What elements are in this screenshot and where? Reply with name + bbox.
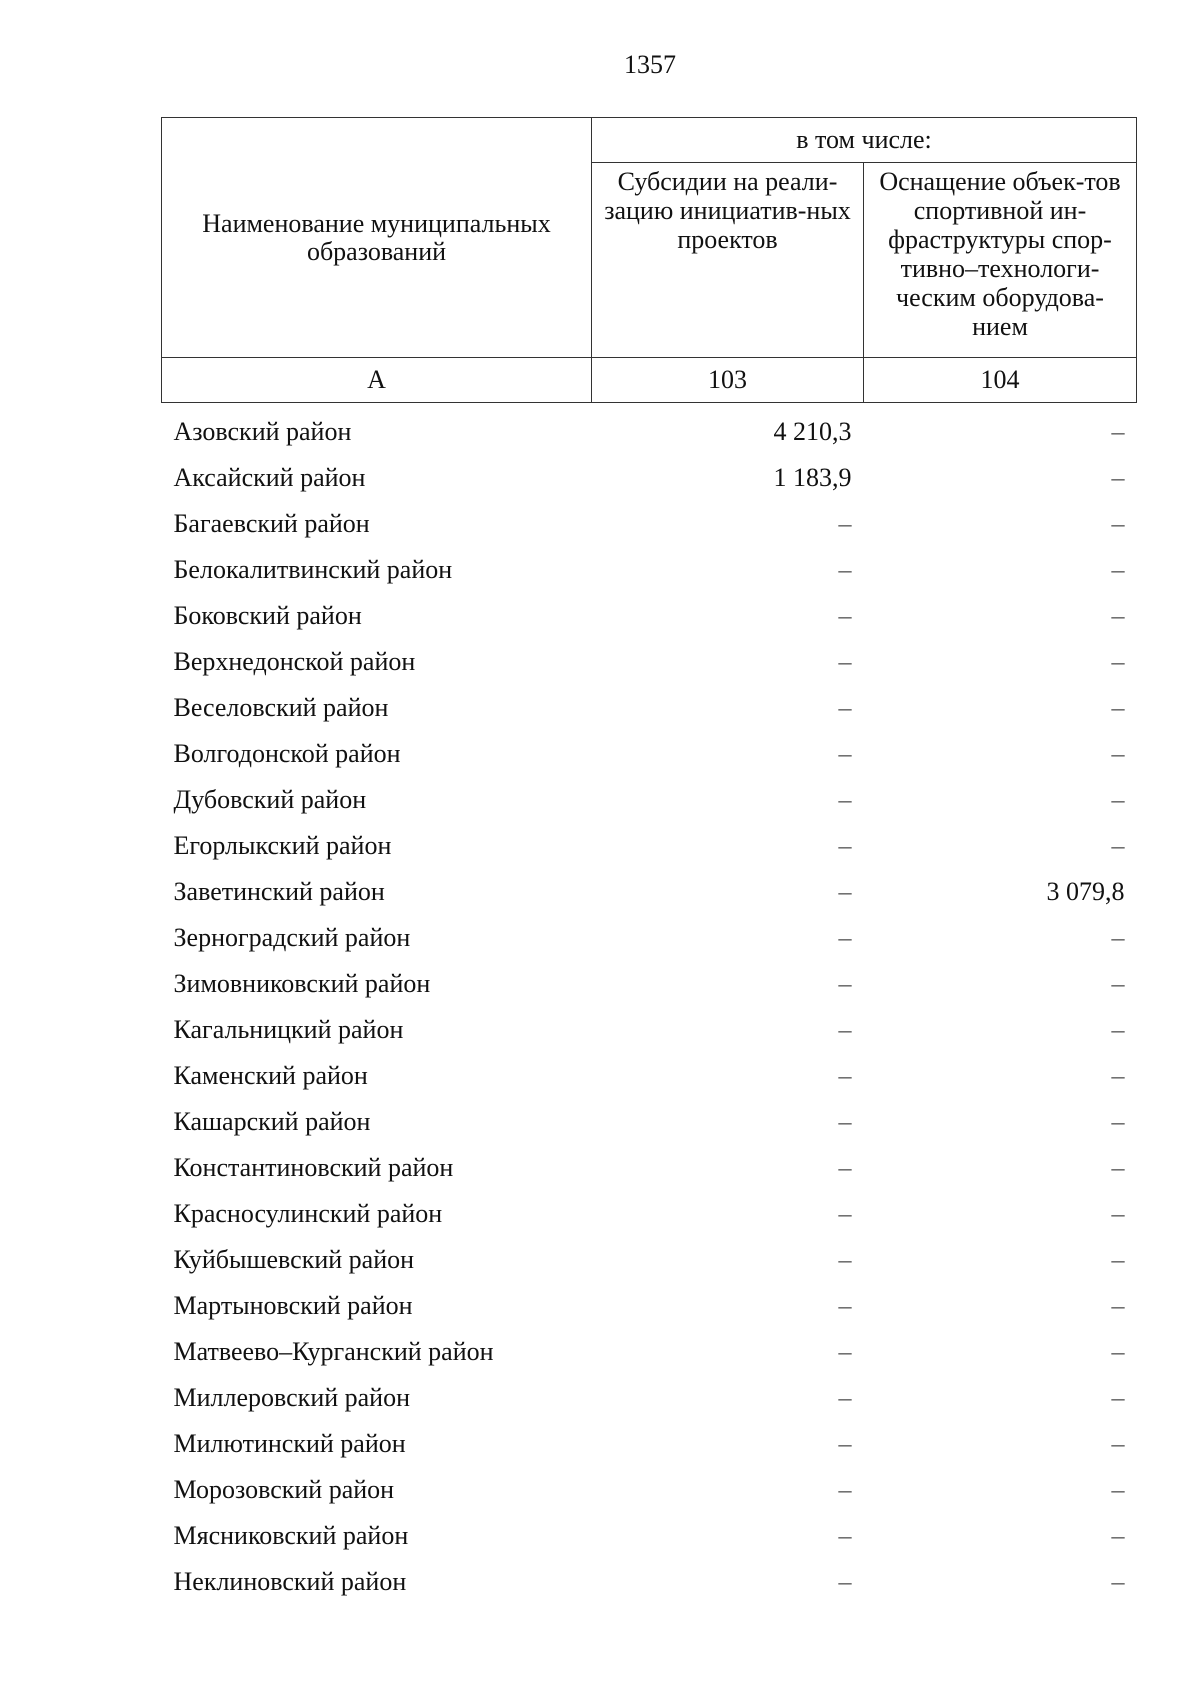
initiative-subsidy-value: – xyxy=(838,601,852,630)
municipality-name: Морозовский район xyxy=(173,1475,395,1504)
sports-equipment-value: – xyxy=(1111,739,1125,768)
index-cell-b: 104 xyxy=(864,358,1137,403)
sports-equipment-value: – xyxy=(1111,831,1125,860)
sports-equipment-value: – xyxy=(1111,1291,1125,1320)
table-row xyxy=(162,1559,1137,1605)
municipality-name: Багаевский район xyxy=(173,509,370,538)
sports-equipment-value: – xyxy=(1111,1061,1125,1090)
table-row xyxy=(162,1329,1137,1375)
sports-equipment-value: – xyxy=(1111,509,1125,538)
municipality-name: Неклиновский район xyxy=(173,1567,407,1596)
initiative-subsidy-value: – xyxy=(838,1107,852,1136)
sports-equipment-value: – xyxy=(1111,969,1125,998)
initiative-subsidy-value: – xyxy=(838,1337,852,1366)
initiative-subsidy-value: – xyxy=(838,693,852,722)
initiative-subsidy-value: 1 183,9 xyxy=(773,463,852,492)
sports-equipment-value: – xyxy=(1111,555,1125,584)
municipality-name: Красносулинский район xyxy=(173,1199,443,1228)
initiative-subsidy-value: – xyxy=(838,647,852,676)
sports-equipment-value: – xyxy=(1111,1015,1125,1044)
initiative-subsidy-value: – xyxy=(838,1383,852,1412)
table-row xyxy=(162,869,1137,915)
index-cell-name: А xyxy=(162,358,592,403)
municipality-name: Веселовский район xyxy=(173,693,389,722)
municipality-name: Зерноградский район xyxy=(173,923,411,952)
initiative-subsidy-value: – xyxy=(838,1061,852,1090)
initiative-subsidy-value: – xyxy=(838,1567,852,1596)
table-row xyxy=(162,1283,1137,1329)
initiative-subsidy-value: – xyxy=(838,785,852,814)
municipality-name: Каменский район xyxy=(173,1061,368,1090)
initiative-subsidy-value: – xyxy=(838,969,852,998)
table-row xyxy=(162,1237,1137,1283)
initiative-subsidy-value: – xyxy=(838,1153,852,1182)
initiative-subsidy-value: 4 210,3 xyxy=(773,417,852,446)
sports-equipment-value: – xyxy=(1111,601,1125,630)
sports-equipment-value: – xyxy=(1111,1475,1125,1504)
table-row xyxy=(162,1421,1137,1467)
municipality-name: Мясниковский район xyxy=(173,1521,409,1550)
sports-equipment-value: – xyxy=(1111,1567,1125,1596)
initiative-subsidy-value: – xyxy=(838,739,852,768)
municipality-name: Аксайский район xyxy=(173,463,366,492)
table-row xyxy=(162,455,1137,501)
table-row xyxy=(162,639,1137,685)
table-row xyxy=(162,731,1137,777)
municipality-name: Милютинский район xyxy=(173,1429,406,1458)
municipality-name: Куйбышевский район xyxy=(173,1245,415,1274)
sports-equipment-value: – xyxy=(1111,1383,1125,1412)
municipal-subsidies-table xyxy=(161,117,1137,1605)
table-row xyxy=(162,1191,1137,1237)
table-row xyxy=(162,593,1137,639)
header-initiative-projects-subsidies: Субсидии на реали-зацию инициатив-ных проектов xyxy=(592,163,864,358)
initiative-subsidy-value: – xyxy=(838,877,852,906)
sports-equipment-value: – xyxy=(1111,1245,1125,1274)
municipality-name: Зимовниковский район xyxy=(173,969,431,998)
table-row xyxy=(162,961,1137,1007)
table-row xyxy=(162,915,1137,961)
initiative-subsidy-value: – xyxy=(838,1429,852,1458)
header-including-group: в том числе: xyxy=(592,118,1137,163)
municipality-name: Матвеево–Курганский район xyxy=(173,1337,494,1366)
table-row xyxy=(162,501,1137,547)
sports-equipment-value: 3 079,8 xyxy=(1046,877,1125,906)
initiative-subsidy-value: – xyxy=(838,1291,852,1320)
sports-equipment-value: – xyxy=(1111,463,1125,492)
sports-equipment-value: – xyxy=(1111,1107,1125,1136)
sports-equipment-value: – xyxy=(1111,417,1125,446)
municipality-name: Заветинский район xyxy=(173,877,385,906)
initiative-subsidy-value: – xyxy=(838,923,852,952)
initiative-subsidy-value: – xyxy=(838,555,852,584)
municipality-name: Кагальницкий район xyxy=(173,1015,404,1044)
sports-equipment-value: – xyxy=(1111,1199,1125,1228)
municipality-name: Миллеровский район xyxy=(173,1383,411,1412)
sports-equipment-value: – xyxy=(1111,785,1125,814)
initiative-subsidy-value: – xyxy=(838,509,852,538)
header-row-index xyxy=(162,358,1137,403)
table-row xyxy=(162,1375,1137,1421)
municipality-name: Волгодонской район xyxy=(173,739,401,768)
table-row xyxy=(162,777,1137,823)
index-cell-a: 103 xyxy=(592,358,864,403)
initiative-subsidy-value: – xyxy=(838,1015,852,1044)
table-row xyxy=(162,823,1137,869)
page-number: 1357 xyxy=(624,50,676,79)
municipality-name: Азовский район xyxy=(173,417,352,446)
initiative-subsidy-value: – xyxy=(838,831,852,860)
municipality-name: Мартыновский район xyxy=(173,1291,413,1320)
table-row xyxy=(162,1053,1137,1099)
table-row xyxy=(162,1513,1137,1559)
sports-equipment-value: – xyxy=(1111,693,1125,722)
table-row xyxy=(162,409,1137,455)
municipality-name: Белокалитвинский район xyxy=(173,555,453,584)
sports-equipment-value: – xyxy=(1111,923,1125,952)
initiative-subsidy-value: – xyxy=(838,1475,852,1504)
municipality-name: Кашарский район xyxy=(173,1107,371,1136)
table-row xyxy=(162,1007,1137,1053)
table-body xyxy=(162,403,1137,1606)
municipality-name: Константиновский район xyxy=(173,1153,454,1182)
header-sports-equipment: Оснащение объек-тов спортивной ин-фраструктуры спор-тивно–технологи-ческим оборудова-нием xyxy=(864,163,1137,358)
header-row-group xyxy=(162,118,1137,163)
municipality-name: Егорлыкский район xyxy=(173,831,392,860)
initiative-subsidy-value: – xyxy=(838,1521,852,1550)
municipality-name: Верхнедонской район xyxy=(173,647,416,676)
table-header xyxy=(162,118,1137,403)
sports-equipment-value: – xyxy=(1111,1153,1125,1182)
municipality-name: Боковский район xyxy=(173,601,362,630)
sports-equipment-value: – xyxy=(1111,1337,1125,1366)
initiative-subsidy-value: – xyxy=(838,1199,852,1228)
initiative-subsidy-value: – xyxy=(838,1245,852,1274)
table-row xyxy=(162,547,1137,593)
header-municipality-name: Наименование муниципальных образований xyxy=(162,118,592,358)
sports-equipment-value: – xyxy=(1111,647,1125,676)
municipality-name: Дубовский район xyxy=(173,785,367,814)
table-row xyxy=(162,1467,1137,1513)
sports-equipment-value: – xyxy=(1111,1521,1125,1550)
sports-equipment-value: – xyxy=(1111,1429,1125,1458)
table-row xyxy=(162,1099,1137,1145)
table-row xyxy=(162,685,1137,731)
table-row xyxy=(162,1145,1137,1191)
